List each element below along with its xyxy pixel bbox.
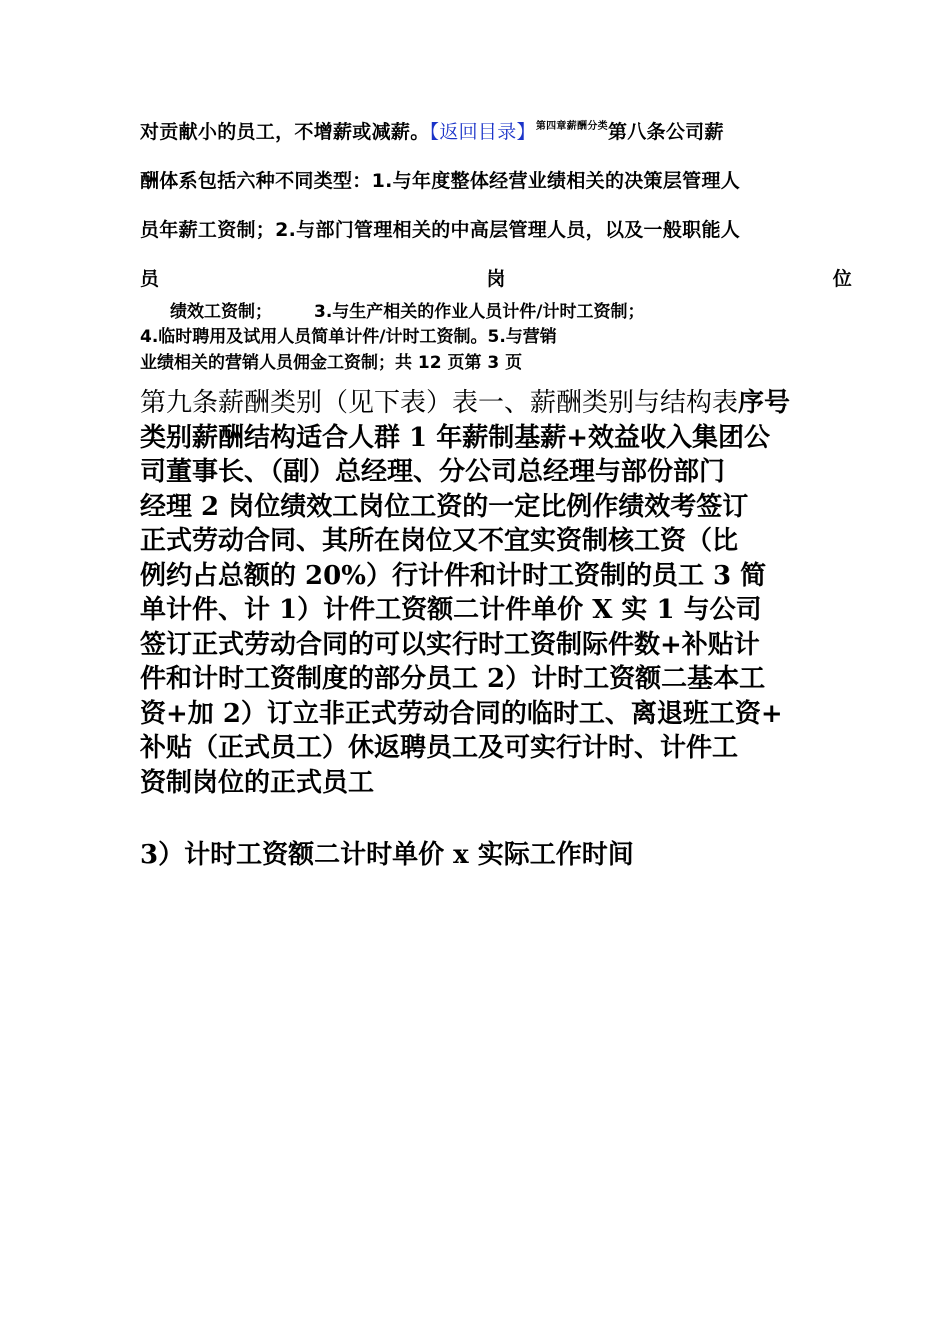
table-text-row: 例约占总额的 20%）行计件和计时工资制的员工 3 简 (140, 560, 767, 591)
text-run: 3.与生产相关的作业人员计件/计时工资制； (314, 302, 645, 322)
back-to-toc-link[interactable]: 【返回目录】 (429, 121, 536, 143)
page-footer-line: 业绩相关的营销人员佣金工资制；共 12 页第 3 页 (140, 353, 523, 373)
table-text-row: 资+加 2）订立非正式劳动合同的临时工、离退班工资+ (140, 698, 783, 729)
table-text-row: 补贴（正式员工）休返聘员工及可实行计时、计件工 (140, 733, 739, 763)
table-text-row: 件和计时工资制度的部分员工 2）计时工资额二基本工 (140, 664, 766, 694)
table-text-row (140, 386, 860, 421)
formula-line: 3）计时工资额二计时单价 x 实际工作时间 (140, 840, 634, 870)
column-header: 序号 (738, 388, 791, 418)
text-run: 绩效工资制； (170, 302, 272, 322)
table-text-row: 资制岗位的正式员工 (140, 767, 375, 798)
justified-char: 岗 (486, 268, 506, 290)
text-run: 第八条公司薪 (607, 121, 724, 143)
table-text-row: 签订正式劳动合同的可以实行时工资制际件数+补贴计 (140, 629, 760, 660)
paragraph-line: 员年薪工资制；2.与部门管理相关的中高层管理人员，以及一般职能人 (140, 219, 741, 241)
table-text-row: 类别薪酬结构适合人群 1 年薪制基薪+效益收入集团公 (140, 422, 770, 453)
salary-table-text (140, 386, 860, 800)
table-text-row: 司董事长、（副）总经理、分公司总经理与部份部门 (140, 457, 726, 487)
table-text-row: 经理 2 岗位绩效工岗位工资的一定比例作绩效考签订 (140, 491, 749, 522)
text-run: 对贡献小的员工，不增薪或减薪。 (140, 121, 430, 143)
paragraph-line (140, 117, 852, 144)
chapter-heading-small: 第四章薪酬分类 (535, 121, 608, 132)
table-text-row: 正式劳动合同、其所在岗位又不宜实资制核工资（比 (140, 526, 739, 556)
paragraph-line (170, 297, 882, 322)
section-heading: 第九条薪酬类别（见下表）表一、薪酬类别与结构表 (140, 388, 739, 418)
table-text-row: 单计件、计 1）计件工资额二计件单价 X 实 1 与公司 (140, 595, 762, 625)
justified-char: 员 (140, 268, 160, 290)
justified-char: 位 (832, 268, 852, 290)
paragraph-line: 酬体系包括六种不同类型：1.与年度整体经营业绩相关的决策层管理人 (140, 170, 741, 192)
paragraph-line: 4.临时聘用及试用人员简单计件/计时工资制。5.与营销 (140, 327, 557, 347)
justified-line (140, 264, 852, 291)
